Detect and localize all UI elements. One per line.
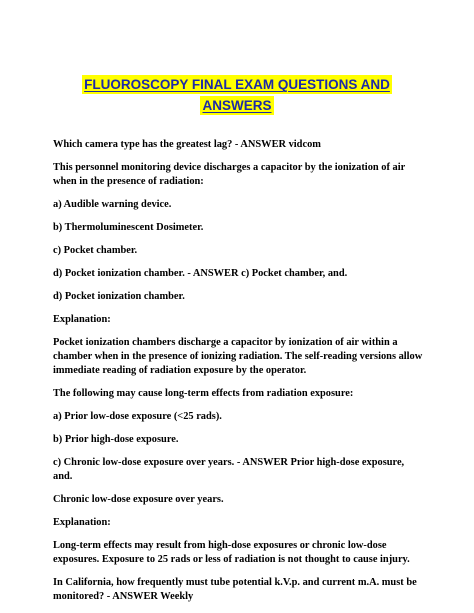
paragraph: b) Thermoluminescent Dosimeter. bbox=[53, 222, 204, 233]
paragraph: Explanation: bbox=[53, 517, 111, 528]
paragraph: Chronic low-dose exposure over years. bbox=[53, 494, 224, 505]
paragraph: Pocket ionization chambers discharge a capacitor by ionization of air within a chamber when in the presence of ionizing radiation. The self-reading versions allow immediate reading of radiation exposure by the operator. bbox=[53, 337, 423, 376]
paragraph: a) Audible warning device. bbox=[53, 199, 172, 210]
paragraph: Explanation: bbox=[53, 314, 111, 325]
paragraph: c) Pocket chamber. bbox=[53, 245, 138, 256]
document-body bbox=[53, 138, 425, 613]
paragraph: In California, how frequently must tube potential k.V.p. and current m.A. must be monitored? - ANSWER Weekly bbox=[53, 577, 417, 602]
paragraph: Which camera type has the greatest lag? - ANSWER vidcom bbox=[53, 139, 321, 150]
paragraph: Long-term effects may result from high-dose exposures or chronic low-dose exposures. Exposure to 25 rads or less of radiation is not thought to cause injury. bbox=[53, 540, 410, 565]
paragraph: This personnel monitoring device discharges a capacitor by the ionization of air when in the presence of radiation: bbox=[53, 162, 406, 187]
paragraph: a) Prior low-dose exposure (<25 rads). bbox=[53, 411, 222, 422]
paragraph: The following may cause long-term effects from radiation exposure: bbox=[53, 388, 354, 399]
title-line-1: FLUOROSCOPY FINAL EXAM QUESTIONS AND bbox=[84, 77, 390, 92]
title-line-2: ANSWERS bbox=[202, 98, 272, 113]
paragraph: d) Pocket ionization chamber. - ANSWER c) Pocket chamber, and. bbox=[53, 268, 348, 279]
document-title bbox=[0, 75, 474, 117]
paragraph: d) Pocket ionization chamber. bbox=[53, 291, 185, 302]
paragraph: b) Prior high-dose exposure. bbox=[53, 434, 179, 445]
paragraph: c) Chronic low-dose exposure over years. - ANSWER Prior high-dose exposure, and. bbox=[53, 457, 405, 482]
